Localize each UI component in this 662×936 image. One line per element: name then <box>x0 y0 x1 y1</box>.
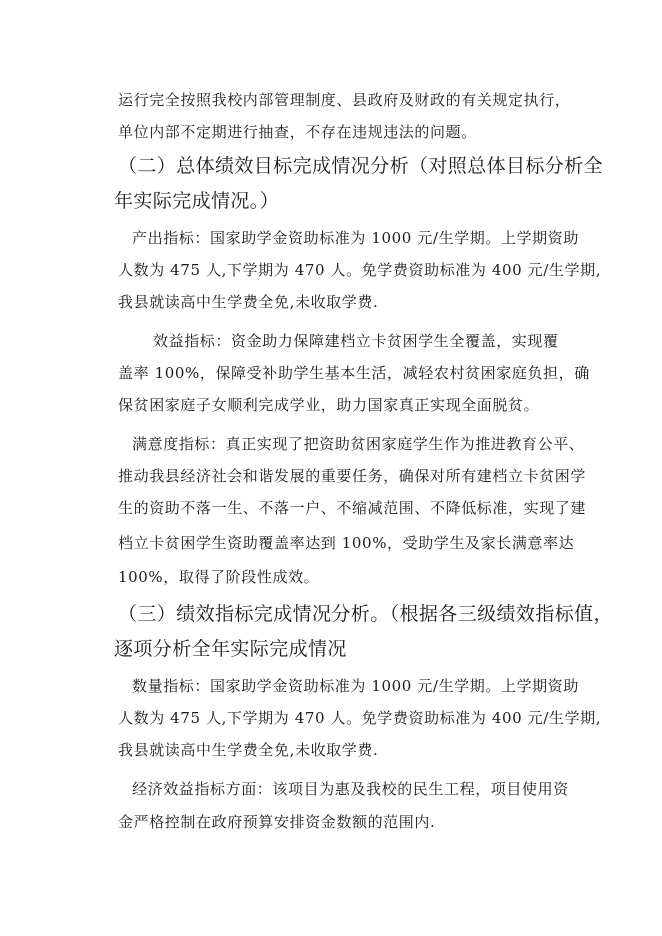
satisfaction-indicator-line-2: 推动我县经济社会和谐发展的重要任务，确保对所有建档立卡贫困学 <box>118 467 587 485</box>
section2-heading-line-1: （二）总体绩效目标完成情况分析（对照总体目标分析全 <box>118 155 604 177</box>
section3-heading-line-2: 逐项分析全年实际完成情况 <box>114 638 347 660</box>
economic-indicator-line-1: 经济效益指标方面：该项目为惠及我校的民生工程，项目使用资 <box>132 780 569 798</box>
satisfaction-indicator-line-1: 满意度指标：真正实现了把资助贫困家庭学生作为推进教育公平、 <box>132 435 585 453</box>
satisfaction-indicator-line-3: 生的资助不落一生、不落一户、不缩减范围、不降低标准，实现了建 <box>118 499 587 517</box>
economic-indicator-line-2: 金严格控制在政府预算安排资金数额的范围内. <box>118 813 436 831</box>
benefit-indicator-line-1: 效益指标：资金助力保障建档立卡贫困学生全覆盖，实现覆 <box>153 332 559 350</box>
output-indicator-line-2: 人数为 475 人,下学期为 470 人。免学费资助标准为 400 元/生学期, <box>118 261 602 279</box>
section3-heading-line-1: （三）绩效指标完成情况分析。（根据各三级绩效指标值， <box>118 603 613 625</box>
quantity-indicator-line-2: 人数为 475 人,下学期为 470 人。免学费资助标准为 400 元/生学期, <box>118 709 602 727</box>
output-indicator-line-1: 产出指标：国家助学金资助标准为 1000 元/生学期。上学期资助 <box>132 229 579 247</box>
satisfaction-indicator-line-5: 100%，取得了阶段性成效。 <box>118 568 320 586</box>
output-indicator-line-3: 我县就读高中生学费全免,未收取学费. <box>118 293 379 311</box>
quantity-indicator-line-3: 我县就读高中生学费全免,未收取学费. <box>118 741 379 759</box>
intro-line-2: 单位内部不定期进行抽查，不存在违规违法的问题。 <box>118 123 477 141</box>
benefit-indicator-line-3: 保贫困家庭子女顺利完成学业，助力国家真正实现全面脱贫。 <box>118 396 540 414</box>
satisfaction-indicator-line-4: 档立卡贫困学生资助覆盖率达到 100%，受助学生及家长满意率达 <box>118 534 575 552</box>
benefit-indicator-line-2: 盖率 100%，保障受补助学生基本生活，减轻农村贫困家庭负担，确 <box>118 364 590 382</box>
section2-heading-line-2: 年实际完成情况。） <box>114 190 280 212</box>
quantity-indicator-line-1: 数量指标：国家助学金资助标准为 1000 元/生学期。上学期资助 <box>132 677 579 695</box>
intro-line-1: 运行完全按照我校内部管理制度、县政府及财政的有关规定执行， <box>118 91 571 109</box>
